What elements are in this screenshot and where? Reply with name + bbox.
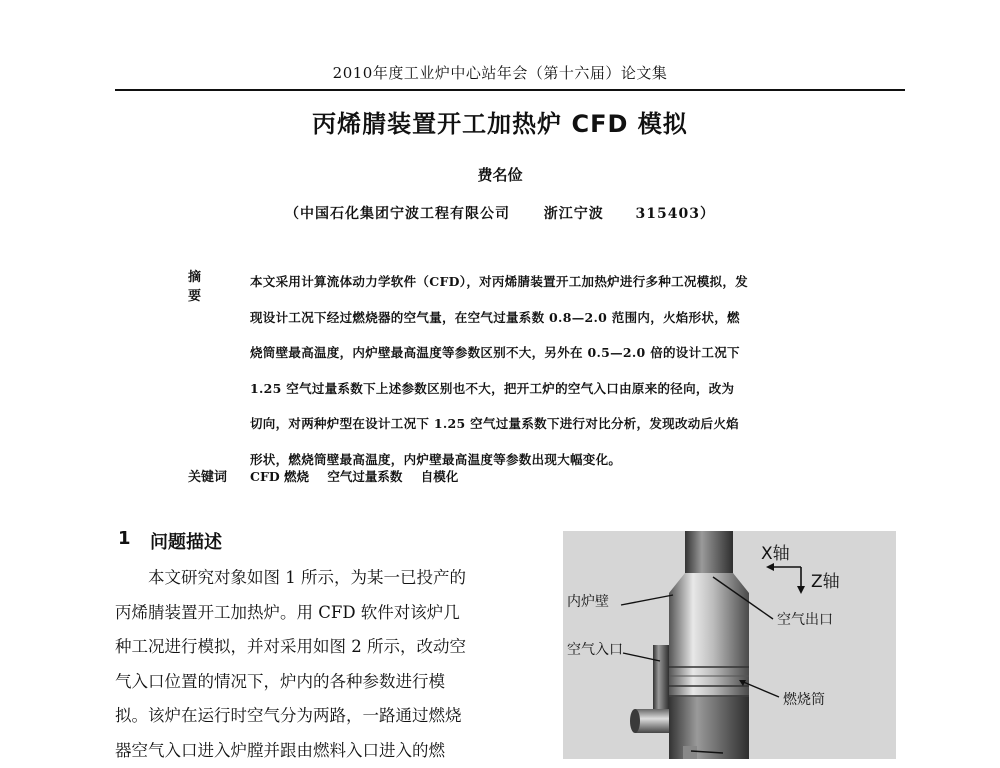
abstract-line: 现设计工况下经过燃烧器的空气量，在空气过量系数 0.8—2.0 范围内，火焰形状，燃 bbox=[250, 300, 845, 336]
body-line: 种工况进行模拟，并对采用如图 2 所示，改动空 bbox=[115, 630, 500, 665]
body-line: 器空气入口进入炉膛并跟由燃料入口进入的燃 bbox=[115, 734, 500, 768]
abstract-label: 摘 要 bbox=[188, 266, 238, 304]
keyword-item: 空气过量系数 bbox=[327, 469, 402, 484]
paper-affiliation bbox=[0, 203, 1000, 223]
abstract-line: 本文采用计算流体动力学软件（CFD），对丙烯腈装置开工加热炉进行多种工况模拟，发 bbox=[250, 264, 845, 300]
air-inlet-elbow bbox=[635, 709, 669, 733]
inlet-opening bbox=[630, 709, 640, 733]
z-axis-label: Z轴 bbox=[811, 567, 840, 592]
keyword-item: 自模化 bbox=[421, 469, 459, 484]
proceedings-header: 2010年度工业炉中心站年会（第十六届）论文集 bbox=[0, 62, 1000, 83]
x-axis-label: X轴 bbox=[761, 539, 790, 564]
affiliation-org: （中国石化集团宁波工程有限公司 bbox=[285, 203, 510, 223]
furnace-figure bbox=[563, 531, 896, 759]
affiliation-location: 浙江宁波 bbox=[544, 203, 604, 223]
abstract-body bbox=[250, 264, 845, 477]
abstract-line: 烧筒壁最高温度，内炉壁最高温度等参数区别不大，另外在 0.5—2.0 倍的设计工况下 bbox=[250, 335, 845, 371]
abstract-line: 形状，燃烧筒壁最高温度，内炉壁最高温度等参数出现大幅变化。 bbox=[250, 442, 845, 478]
furnace-body bbox=[669, 593, 749, 663]
keywords-list bbox=[250, 467, 472, 485]
lower-body bbox=[669, 697, 749, 759]
body-line: 丙烯腈装置开工加热炉。用 CFD 软件对该炉几 bbox=[115, 596, 500, 631]
inner-wall-label: 内炉壁 bbox=[567, 591, 609, 611]
affiliation-postcode: 315403） bbox=[636, 203, 715, 223]
combustion-tube-label: 燃烧筒 bbox=[783, 689, 825, 709]
abstract-line: 1.25 空气过量系数下上述参数区别也不大，把开工炉的空气入口由原来的径向，改为 bbox=[250, 371, 845, 407]
section-number: 1 bbox=[118, 528, 131, 549]
keywords-label: 关键词 bbox=[188, 466, 227, 485]
combustion-band bbox=[669, 663, 749, 697]
section-title: 问题描述 bbox=[150, 528, 222, 554]
fuel-pipe bbox=[683, 746, 697, 759]
stack-pipe bbox=[685, 531, 733, 573]
paper-title: 丙烯腈装置开工加热炉 CFD 模拟 bbox=[0, 104, 1000, 139]
header-rule bbox=[115, 89, 905, 91]
keyword-item: CFD 燃烧 bbox=[250, 469, 309, 484]
section-body bbox=[115, 561, 500, 768]
body-line: 拟。该炉在运行时空气分为两路，一路通过燃烧 bbox=[115, 699, 500, 734]
air-outlet-label: 空气出口 bbox=[777, 609, 833, 629]
body-line: 本文研究对象如图 1 所示，为某一已投产的 bbox=[115, 561, 500, 596]
abstract-line: 切向，对两种炉型在设计工况下 1.25 空气过量系数下进行对比分析，发现改动后火焰 bbox=[250, 406, 845, 442]
body-line: 气入口位置的情况下，炉内的各种参数进行模 bbox=[115, 665, 500, 700]
air-inlet-label: 空气入口 bbox=[567, 639, 623, 659]
paper-author: 费名俭 bbox=[0, 164, 1000, 185]
